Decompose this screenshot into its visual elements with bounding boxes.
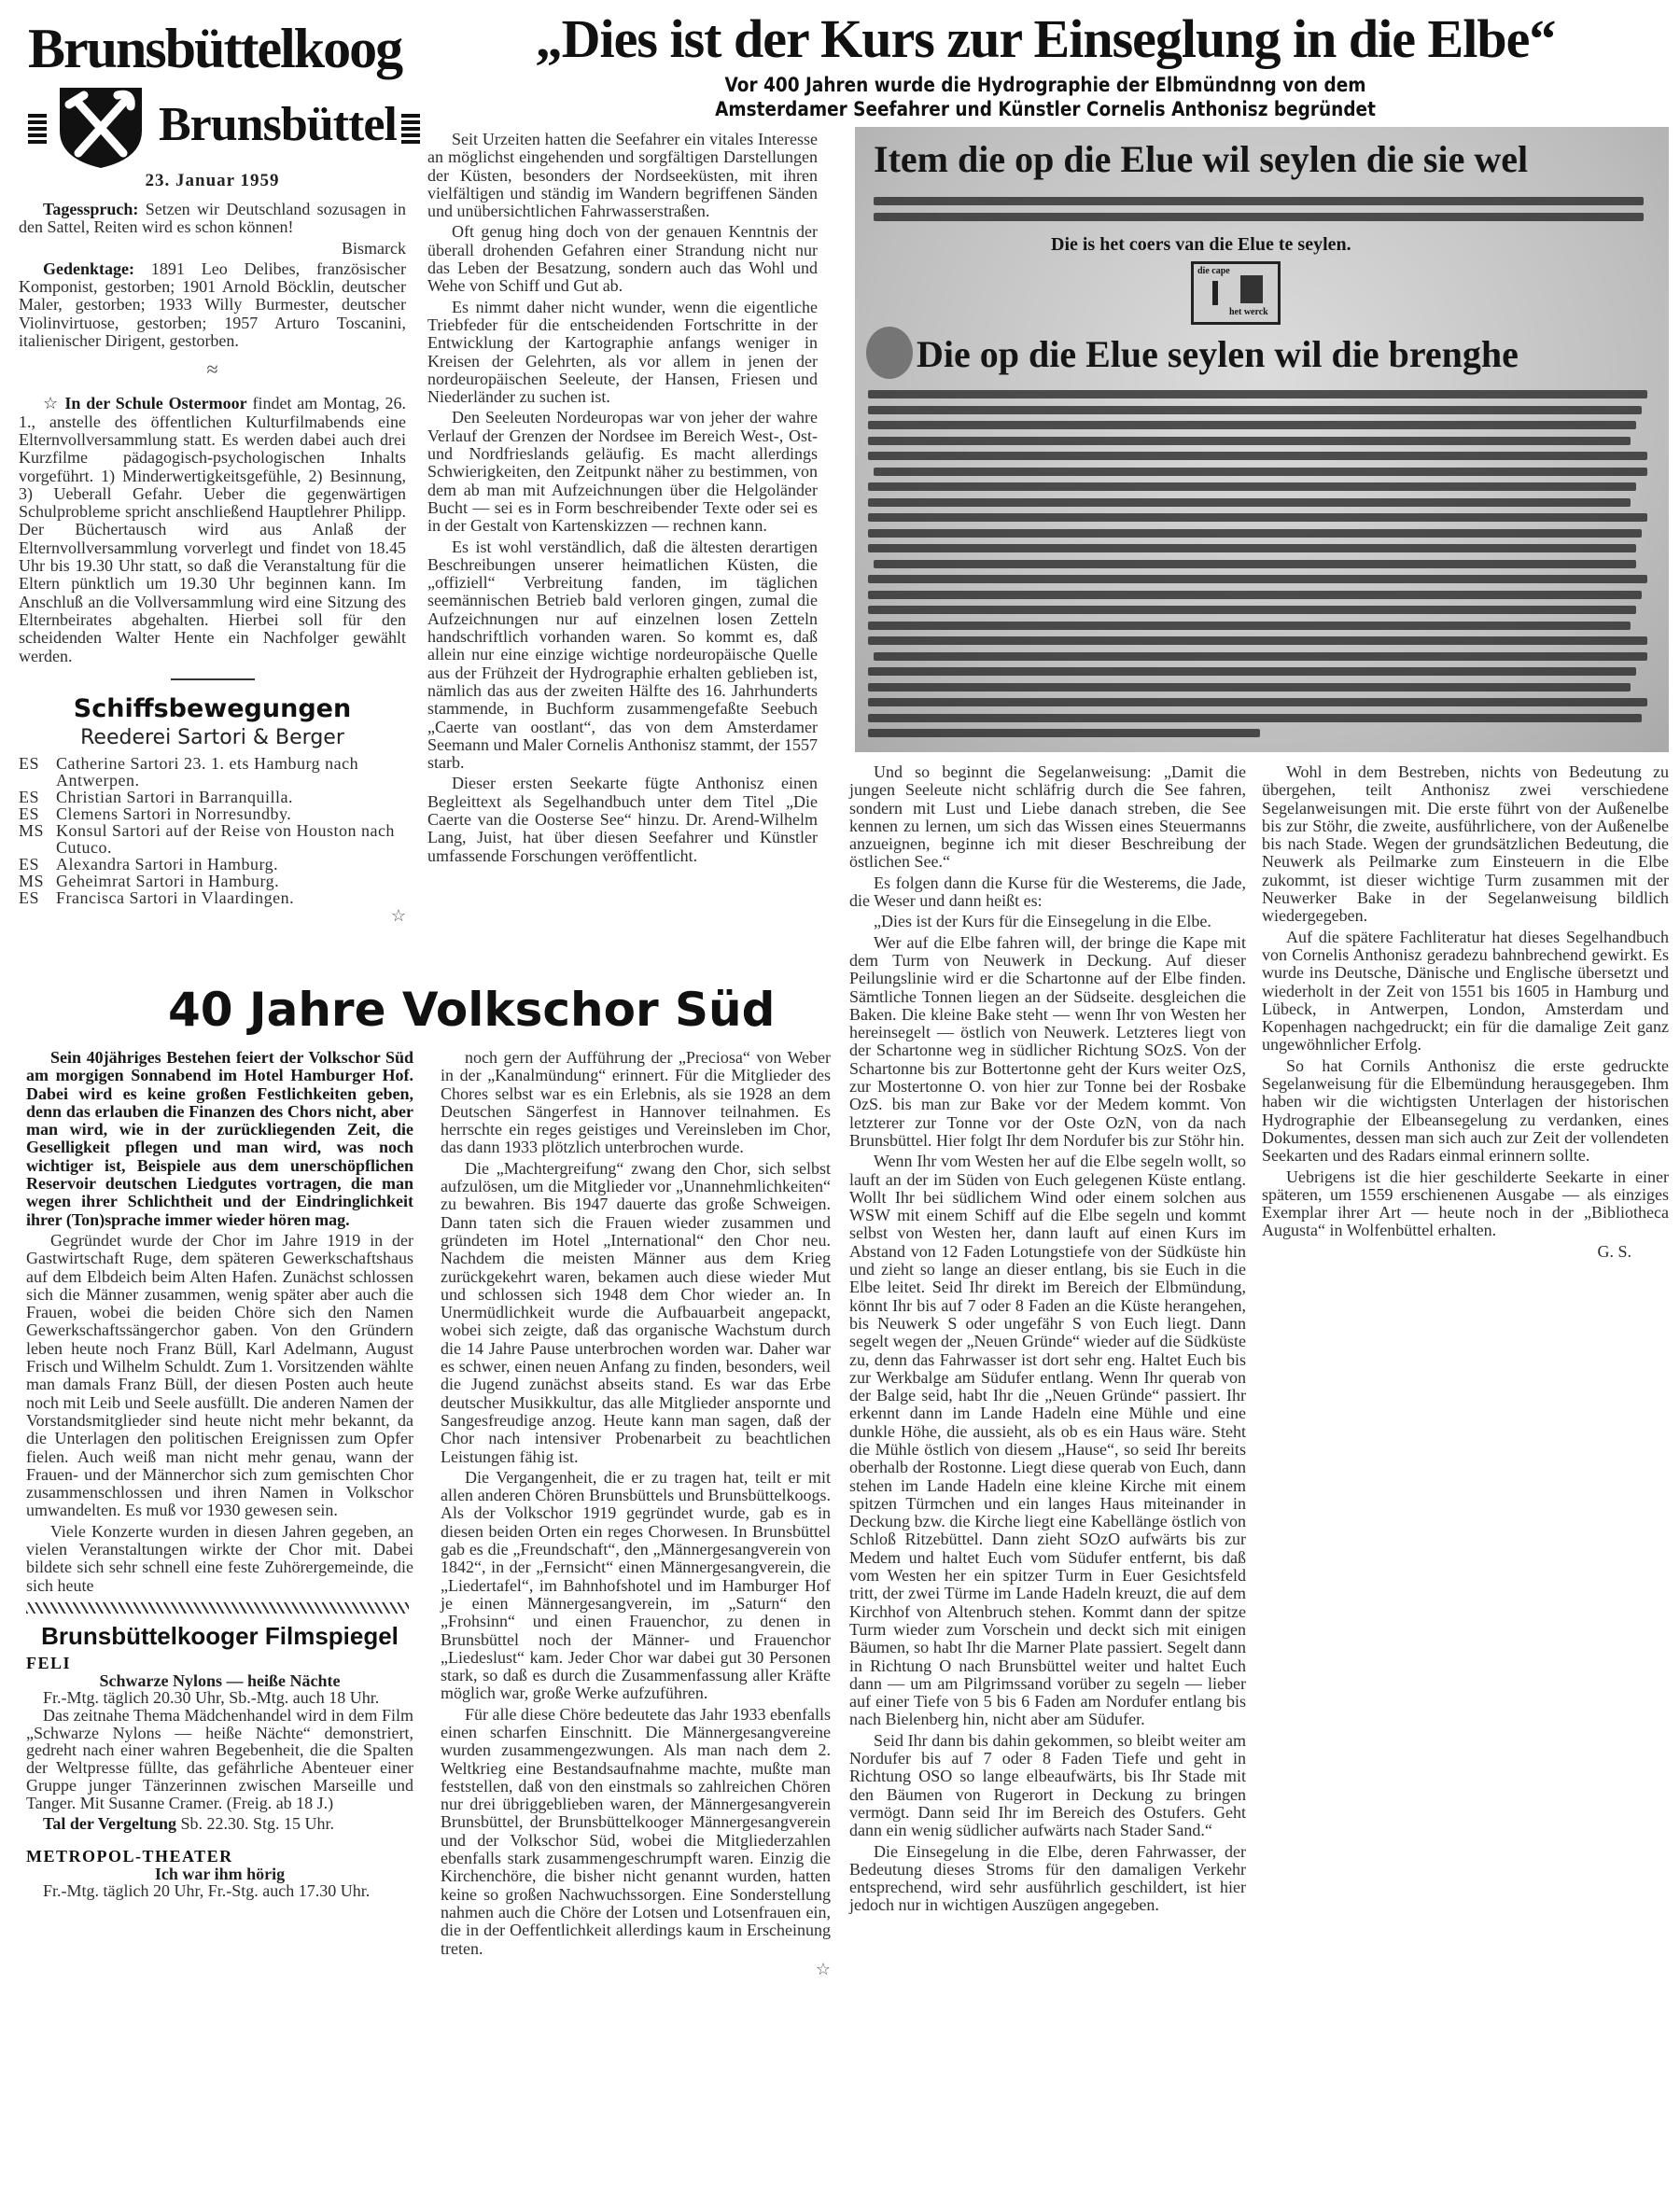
vignette-label: die cape	[1197, 266, 1230, 276]
paragraph: Es nimmt daher nicht wunder, wenn die eigentliche Triebfeder für die entscheidenden Fortschritte in der Entwicklung der Kartographie anfangs weniger in Kreisen der Gelehrten, als vor allem in jenen der nordeuropäischen Seeleute, der Hansen, Friesen und Niederländer zu suchen ist.	[427, 297, 818, 407]
facsimile-text-line	[868, 714, 1642, 722]
paragraph: Gegründet wurde der Chor im Jahre 1919 in der Gastwirtschaft Ruge, dem späteren Gewerkschaftshaus auf dem Elbdeich beim Alten Hafen. Zunächst schlossen sich die Männer zusammen, wenig später aber auch die Frauen, wobei die beiden Chöre sich den Namen Gewerkschaftssängerchor gaben. Von den Gründern leben heute noch Franz Büll, Karl Adelmann, August Frisch und Wilhelm Schuldt. Zum 1. Vorsitzenden wählte man damals Franz Büll, der diesen Posten auch heute noch mit Leib und Seele ausfüllt. Die anderen Namen der Vorstandsmitglieder sind heute nicht mehr bekannt, da die Unterlagen den politischen Ereignissen zum Opfer fielen. Auch weiß man nicht mehr genau, wann der Frauen- und der Männerchor sich zum gemischten Chor zusammenschlossen und ihren Namen in Volkschor umwandelten. Es muß vor 1930 gewesen sein.	[26, 1230, 413, 1520]
facsimile-text-line	[868, 622, 1631, 630]
paragraph: Wenn Ihr vom Westen her auf die Elbe segeln wollt, so lauft an der im Süden von Euch gelegenen Küste entlang. Wollt Ihr bei südlichem Wind oder einem solchen aus WSW mit einem Schiff auf die Elbe segeln und kommt selbst von Westen her, dann lauft auf einen Kurs im Abstand von 12 Faden Lotungstiefe von der Südküste hin und zieht so lange an dieser entlang, bis sie Euch in die Elbe leitet. Seid Ihr direkt im Bereich der Elbmündung, könnt Ihr bis auf 7 oder 8 Faden an die Küste herangehen, bis Neuwerk S oder ungefähr S von Euch liegt. Dann segelt wegen der „Neuen Gründe“ wieder auf die Südküste zu, denn das Fahrwasser ist dort sehr eng. Haltet Euch bis zur Werkbalge am Südufer entlang. Wenn Ihr querab von der Balge seid, habt Ihr die „Neuen Gründe“ passiert. Ihr erkennt dann im Lande Hadeln eine Mühle und eine dunkle Höhe, die aussieht, als ob es ein Haus wäre. Steht die Mühle östlich von diesem „Hause“, so seid Ihr bereits oberhalb der Rostonne. Liegt diese querab von Euch, dann stehen im Lande Hadeln eine kleine Kirche mit einem spitzen Türmchen und ein langes Haus miteinander in Deckung bzw. die Kirche liegt eine Kabellänge östlich von Schloß Ritzebüttel. Dann zieht SOzO aufwärts bis zur Medem und haltet Euch vom Südufer entfernt, bis daß vom Westen her ein spitzer Turm in Euer Gesichtsfeld tritt, der zwei Türme im Lande Hadeln kreuzt, die auf dem Kirchhof von Altenbruch stehen. Kommt dann der spitze Turm wieder zum Vorschein und deckt sich mit einigen Bäumen, so habt Ihr die Marner Plate passiert. Segelt dann in Richtung O nach Brunsbüttel weiter und haltet Euch dann — um am Pilgrimssand vorüber zu segeln — lieber auf einer Tiefe von 5 bis 6 Faden am Nordufer entlang bis nach Bielenberg hin, nicht aber am Südufer.	[849, 1152, 1246, 1729]
paragraph: Oft genug hing doch von der genauen Kenntnis der überall drohenden Gefahren einer Strandung nicht nur das Leben der Besatzung, sondern auch das Wohl und Wehe von Schiff und Gut ab.	[427, 222, 818, 296]
paragraph: Es folgen dann die Kurse für die Westerems, die Jade, die Weser und dann heißt es:	[849, 873, 1246, 911]
volkschor-column-1	[26, 1049, 413, 1900]
paragraph: Die Vergangenheit, die er zu tragen hat, teilt er mit allen anderen Chören Brunsbüttels und Brunsbüttelkoogs. Als der Volkschor 1919 gegründet wurde, gab es in diesen beiden Orten ein reges Chorwesen. In Brunsbüttel gab es die „Freundschaft“, den „Männergesangverein von 1842“, in der „Fernsicht“ einen Männergesangverein, die „Liedertafel“, im Bahnhofshotel und im Hamburger Hof je einen Männergesangverein, im „Saturn“ den „Frohsinn“ und einen Frauenchor, zu denen in Brunsbüttel noch der Männer- und Frauenchor „Liedeslust“ kam. Jeder Chor war dabei gut 30 Personen stark, so daß es durch die Zusammenfassung aller Kräfte möglich war, große Werke aufzuführen.	[441, 1467, 831, 1703]
volkschor-intro: Sein 40jähriges Bestehen feiert der Volkschor Süd am morgigen Sonnabend im Hotel Hamburger Hof. Dabei wird es keine großen Festlichkeiten geben, denn das erlauben die Finanzen des Chors nicht, aber man wird, wie in der zurückliegenden Zeit, die Geselligkeit pflegen und man wird, was noch wichtiger ist, Beispiele aus dem unerschöpflichen Reservoir deutschen Liedgutes vortragen, die man wegen ihrer Schlichtheit und der Eindringlichkeit ihrer (Ton)sprache immer wieder hören mag.	[26, 1048, 413, 1229]
subheadline-line: Vor 400 Jahren wurde die Hydrographie der Elbmündnng von dem	[724, 74, 1366, 96]
tagesspruch-label: Tagesspruch:	[43, 200, 139, 218]
end-star-icon: ☆	[390, 905, 406, 925]
volkschor-column-2	[441, 1049, 831, 1978]
ship-status: Alexandra Sartori in Hamburg.	[56, 854, 279, 873]
facsimile-text-line	[868, 421, 1636, 429]
paragraph: Seit Urzeiten hatten die Seefahrer ein vitales Interesse an möglichst eingehenden und sorgfältigen Darstellungen der Küsten, besonders der Nordseeküsten, mit ihren vielfältigen und ständig im Wandern begriffenen Sänden und unübersichtlichen Fahrwasserstraßen.	[427, 130, 818, 221]
banner-left-icon	[28, 114, 47, 146]
schule-lead: In der Schule Ostermoor	[64, 394, 247, 413]
tagesspruch-text: Setzen wir Deutschland sozusagen in den Sattel, Reiten wird es schon können!	[19, 200, 406, 237]
filmspiegel-heading: Brunsbüttelkooger Filmspiegel	[41, 1621, 399, 1650]
paragraph: „Dies ist der Kurs für die Einsegelung in die Elbe.	[874, 912, 1211, 931]
facsimile-text-line	[868, 513, 1647, 522]
facsimile-text-line	[868, 390, 1647, 398]
filmspiegel-listing	[26, 1655, 413, 1900]
ship-type: MS	[19, 820, 45, 840]
facsimile-text-line	[868, 437, 1631, 445]
tower-vignette	[1191, 261, 1281, 325]
initial-ornament	[866, 327, 913, 379]
facsimile-text-line	[874, 560, 1636, 568]
facsimile-text-line	[868, 529, 1642, 538]
facsimile-text-line	[868, 698, 1647, 706]
facsimile-text-line	[868, 482, 1636, 491]
ship-type: ES	[19, 854, 40, 873]
paragraph: Viele Konzerte wurden in diesen Jahren gegeben, an vielen Veranstaltungen wirkte der Chor mit. Dabei bildete sich sehr schnell eine feste Zuhörergemeinde, die sich heute	[26, 1521, 413, 1595]
film-times: Fr.-Mtg. täglich 20 Uhr, Fr.-Stg. auch 17.30 Uhr.	[43, 1881, 371, 1901]
masthead-town: Brunsbüttel	[159, 98, 397, 151]
ship-entry	[19, 805, 406, 822]
film-title: Schwarze Nylons — heiße Nächte	[99, 1670, 341, 1690]
article-subheadline	[651, 73, 1440, 121]
ship-entry	[19, 873, 406, 889]
paragraph: Seid Ihr dann bis dahin gekommen, so bleibt weiter am Nordufer bis auf 7 oder 8 Faden Tiefe und geht in Richtung OSO so lange elbeaufwärts, bis Ihr Stade mit den Bäumen von Rugerort in Deckung zu bringen vermögt. Dann seid Ihr im Bereich des Ostufers. Geht dann ein wenig südlicher aufwärts nach Stader Sand.“	[849, 1730, 1246, 1840]
end-star-icon: ☆	[815, 1959, 831, 1978]
facsimile-heading-2: Die op die Elue seylen wil die brenghe	[917, 333, 1519, 375]
paragraph: Uebrigens ist die hier geschilderte Seekarte in einer späteren, um 1559 erschienenen Ausgabe — als einziges Exemplar ihrer Art — heute noch in der „Bibliotheca Augusta“ in Wolfenbüttel erhalten.	[1262, 1167, 1669, 1240]
paragraph: Die Einsegelung in die Elbe, deren Fahrwasser, der Bedeutung dieses Stroms für den damaligen Verkehr entsprechend, wird sehr ausführlich geschildert, ist hier jedoch nur in wichtigen Auszügen angegeben.	[849, 1841, 1246, 1915]
ship-status: Clemens Sartori in Norresundby.	[56, 804, 292, 823]
facsimile-text-line	[868, 667, 1636, 676]
reederei-subheading: Reederei Sartori & Berger	[80, 725, 344, 749]
facsimile-image	[855, 127, 1669, 752]
vignette-label: het werck	[1229, 307, 1268, 317]
coat-of-arms-anchor-icon	[56, 84, 146, 170]
film-times: Fr.-Mtg. täglich 20.30 Uhr, Sb.-Mtg. auch 18 Uhr.	[43, 1688, 380, 1708]
paragraph: noch gern der Aufführung der „Preciosa“ von Weber in der „Kanalmündung“ erinnert. Für die Mitglieder des Chores selbst war es ein Erlebnis, als sie 1928 an dem Deutschen Sängerfest in Hannover teilnahmen. Es herrschte ein reges geistiges und Vereinsleben im Chor, das dann 1933 plötzlich unterbrochen wurde.	[441, 1048, 831, 1157]
facsimile-text-line	[868, 606, 1636, 614]
cinema-name: FELI	[26, 1653, 72, 1672]
issue-date: 23. Januar 1959	[145, 171, 280, 190]
gedenktage-text: 1891 Leo Delibes, französischer Komponist, gestorben; 1901 Arnold Böcklin, deutscher Maler, gestorben; 1933 Willy Burmester, deutscher Violinvirtuose, gestorben; 1957 Arturo Toscanini, italienischer Dirigent, gestorben.	[19, 259, 407, 351]
article-column-3	[1262, 763, 1669, 1261]
facsimile-text-line	[868, 498, 1631, 507]
article-column-3-paragraphs	[1262, 763, 1669, 1240]
facsimile-text-line	[874, 468, 1647, 476]
facsimile-text-line	[868, 636, 1647, 645]
facsimile-caption: Die is het coers van die Elue te seylen.	[1051, 234, 1351, 255]
article-column-2	[849, 763, 1246, 1918]
film-title: Ich war ihm hörig	[154, 1864, 286, 1883]
ship-status: Konsul Sartori auf der Reise von Houston nach Cutuco.	[56, 820, 395, 857]
volkschor-column-2-paragraphs	[441, 1049, 831, 1958]
cinema-name: METROPOL-THEATER	[26, 1846, 233, 1866]
film-times: Sb. 22.30. Stg. 15 Uhr.	[180, 1814, 335, 1834]
divider	[171, 678, 255, 680]
ship-entry	[19, 822, 406, 856]
banner-right-icon	[401, 114, 420, 146]
facsimile-text-line	[874, 652, 1647, 661]
left-column-top	[19, 171, 406, 925]
facsimile-heading: Item die op die Elue wil seylen die sie wel	[874, 138, 1529, 180]
paragraph: Die „Machtergreifung“ zwang den Chor, sich selbst aufzulösen, um die Mitglieder vor „Unannehmlichkeiten“ zu bewahren. Bis 1947 dauerte das große Schweigen. Dann taten sich die Frauen wieder zusammen und gründeten im Hotel „International“ den Chor neu. Nachdem die meisten Männer aus dem Krieg zurückgekehrt waren, bekamen auch diese wieder Mut und schlossen sich 1948 dem Chor wieder an. In Unermüdlichkeit wurde die Aufbauarbeit angepackt, wobei sich zeigte, daß das organische Wachstum durch die 14 Jahre Pause unterbrochen worden war. Daher war es schwer, einen neuen Anfang zu finden, besonders, weil die Jugend zunächst abseits stand. Es war das Erbe deutscher Musikkultur, das alle Mitglieder anspornte und Sangesfreudige anzog. Heute kann man sagen, daß der Chor nach intensiver Probenarbeit zu beachtlichen Leistungen fähig ist.	[441, 1158, 831, 1466]
tagesspruch-author: Bismarck	[342, 238, 406, 258]
ship-type: ES	[19, 804, 40, 823]
masthead-subtitle	[28, 84, 420, 168]
ship-type: ES	[19, 787, 40, 806]
ornamental-rule	[26, 1602, 409, 1614]
paragraph: Wer auf die Elbe fahren will, der bringe die Kape mit dem Turm von Neuwerk in Deckung. Auf dieser Peilungslinie wird er die Schartonne auf der Elbe finden. Sämtliche Tonnen liegen an der Südseite. desgleichen die Baken. Die kleine Bake steht — wenn Ihr von Westen her hereinsegelt — östlich von Neuwerk. Letzteres liegt von der Schartonne weg in südlicher Richtung SOzS. Von der Schartonne bis zur Bottertonne geht der Kurs weiter OzS, zur Mostertonne O. von hier zur Tonne bei der Rosbake OzS. bis man zur Bake vor der Medem kommt. Von letzterer zur Tonne vor der Oste OzN, von da nach Brunsbüttel. Hier folgt Ihr dem Nordufer bis zur Stöhr hin.	[849, 932, 1246, 1150]
paragraph: Den Seeleuten Nordeuropas war von jeher der wahre Verlauf der Grenzen der Nordsee im Bereich West-, Ost- und Nordfrieslands geläufig. Es macht allerdings Schwierigkeiten, den Zeitpunkt näher zu bestimmen, von dem ab man mit Aufzeichnungen über die Helgoländer Bucht — sei es in Form beschreibender Texte oder sei es in der Gestalt von Kartenskizzen — rechnen kann.	[427, 408, 818, 536]
film-description: Das zeitnahe Thema Mädchenhandel wird in dem Film „Schwarze Nylons — heiße Nächte“ demonstriert, gedreht nach einer wahren Begebenheit, die die Spalten der Weltpresse füllte, das gefährliche Abenteuer einer Gruppe junger Tänzerinnen zwischen Marseille und Tanger. Mit Susanne Cramer. (Freig. ab 18 J.)	[26, 1706, 413, 1812]
article-column-1	[427, 131, 818, 868]
schule-text: findet am Montag, 26. 1., anstelle des öffentlichen Kulturfilmabends eine Elternvollversammlung statt. Es werden dabei auch drei Kurzfilme pädagogisch-psychologischen Inhalts vorgeführt. 1) Minderwertigkeitsgefühle, 2) Besinnung, 3) Ueberall Gefahr. Ueber die gegenwärtigen Schulprobleme spricht anschließend Hauptlehrer Philipp. Der Büchertausch wird aus Anlaß der Elternvollversammlung vorverlegt und findet von 18.45 Uhr bis 19.30 Uhr statt, so daß die Veranstaltung für die Eltern pünktlich um 19.30 Uhr beginnen kann. Im Anschluß an die Vollversammlung wird eine Sitzung des Elternbeirates abgehalten. Hierbei soll für den scheidenden Walter Hente ein Nachfolger gewählt werden.	[19, 394, 406, 665]
masthead-title: Brunsbüttelkoog	[28, 18, 402, 79]
facsimile-text-line	[868, 575, 1647, 583]
paragraph: So hat Cornils Anthonisz die erste gedruckte Segelanweisung für die Elbemündung herausgegeben. Ihm haben wir die wichtigsten Unterlagen der historischen Hydrographie der Elbeansegelung zu verdanken, eines Dokumentes, dessen man sich auch zur Zeit der vollendeten Seekarten und des Radars einmal erinnern sollte.	[1262, 1055, 1669, 1166]
ship-type: MS	[19, 871, 45, 890]
star-icon: ☆	[43, 394, 60, 413]
ship-entry	[19, 789, 406, 805]
paragraph: Auf die spätere Fachliteratur hat dieses Segelhandbuch von Cornelis Anthonisz geradezu bahnbrechend gewirkt. Es wurde ins Deutsche, Dänische und Englische übersetzt und wiederholt in der Zeit von 1551 bis 1605 in Hamburg und Lübeck, in Antwerpen, London, Amsterdam und Kopenhagen nachgedruckt; ein für die damalige Zeit ganz ungewöhnlicher Erfolg.	[1262, 927, 1669, 1055]
paragraph: Es ist wohl verständlich, daß die ältesten derartigen Beschreibungen unserer heimatlichen Küsten, die „offiziell“ Verbreitung fanden, im täglichen seemännischen Betrieb bald verloren gingen, zumal die Aufzeichnungen nur auf einzelnen losen Zetteln handschriftlich vorhanden waren. So kommt es, daß allein nur eine einzige wichtige nordeuropäische Quelle aus der Frühzeit der Hydrographie erhalten geblieben ist, nämlich das aus der zweiten Hälfte des 16. Jahrhunderts stammende, in Buchform zusammengefaßte Seebuch „Caerte van oostlant“, das von dem Amsterdamer Seemann und Maler Cornelis Anthonisz stammt, der 1557 starb.	[427, 537, 818, 773]
paragraph: Und so beginnt die Segelanweisung: „Damit die jungen Seeleute nicht schläfrig durch die See fahren, sondern mit Lust und Liebe danach streben, die See kennen zu lernen, um sich das Wissen eines Steuermanns anzueignen, beginne ich mit dieser Beschreibung der östlichen See.“	[849, 762, 1246, 872]
facsimile-text-line	[868, 544, 1636, 552]
facsimile-text-line	[868, 591, 1642, 599]
facsimile-text-line	[868, 452, 1647, 460]
paragraph: Dieser ersten Seekarte fügte Anthonisz einen Begleittext als Segelhandbuch unter dem Titel „Die Caerte van die Oosterse See“ hinzu. Dr. Arend-Wilhelm Lang, Juist, hat über diesen Seefahrer und Künstler umfassende Forschungen veröffentlicht.	[427, 774, 818, 865]
film-title: Tal der Vergeltung	[43, 1814, 177, 1834]
ship-status: Christian Sartori in Barranquilla.	[56, 787, 293, 806]
facsimile-text-line	[868, 406, 1642, 414]
article-headline: „Dies ist der Kurs zur Einseglung in die Elbe“	[535, 8, 1556, 69]
volkschor-column-1-paragraphs	[26, 1232, 413, 1595]
volkschor-headline: 40 Jahre Volkschor Süd	[168, 983, 776, 1037]
ship-entry	[19, 755, 406, 789]
facsimile-text-line	[868, 729, 1260, 737]
ship-entry	[19, 889, 406, 906]
author-signature: G. S.	[1597, 1241, 1631, 1261]
ship-type: ES	[19, 753, 40, 773]
ship-entry	[19, 856, 406, 873]
ship-status: Geheimrat Sartori in Hamburg.	[56, 871, 280, 890]
subheadline-line: Amsterdamer Seefahrer und Künstler Cornelis Anthonisz begründet	[715, 98, 1376, 120]
facsimile-text-line	[868, 683, 1631, 692]
gedenktage-label: Gedenktage:	[43, 259, 134, 278]
ship-type: ES	[19, 887, 40, 907]
paragraph: Für alle diese Chöre bedeutete das Jahr 1933 ebenfalls einen scharfen Einschnitt. Die Männergesangvereine wurden zusammengezwungen. Als man nach dem 2. Weltkrieg eine Bestandsaufnahme machte, mußte man feststellen, daß von den einstmals so zahlreichen Chören nur drei übriggeblieben waren, der Männergesangverein Brunsbüttel, der Brunsbüttelkooger Männergesangverein und der Volkschor Süd, wobei die Mitgliederzahlen ebenfalls stark zusammengeschrumpft waren. Einzig die Kirchenchöre, die bisher nicht genannt wurden, hatten keine so großen Nachwuchssorgen. Eine Sonderstellung nahmen auch die Chöre der Lotsen und Lotsenfrauen ein, die in der Oeffentlichkeit allerdings kaum in Erscheinung treten.	[441, 1704, 831, 1958]
ship-list	[19, 755, 406, 906]
paragraph: Wohl in dem Bestreben, nichts von Bedeutung zu übergehen, teilt Anthonisz zwei verschiedene Segelanweisungen mit. Die erste führt von der Außenelbe bis zur Stöhr, die zweite, ausführlichere, von der Außenelbe bis nach Stade. Wegen der grundsätzlichen Bedeutung, die Neuwerk als Peilmarke zum Einsteuern in die Elbe zukommt, ist dieser wichtige Turm zusammen mit der Neuwerker Bake in der Segelanweisung bildlich wiedergegeben.	[1262, 762, 1669, 926]
schiffsbewegungen-heading: Schiffsbewegungen	[73, 693, 352, 723]
ship-status: Catherine Sartori 23. 1. ets Hamburg nach Antwerpen.	[56, 753, 359, 790]
ornament: ≈	[206, 357, 218, 382]
ship-status: Francisca Sartori in Vlaardingen.	[56, 887, 295, 907]
